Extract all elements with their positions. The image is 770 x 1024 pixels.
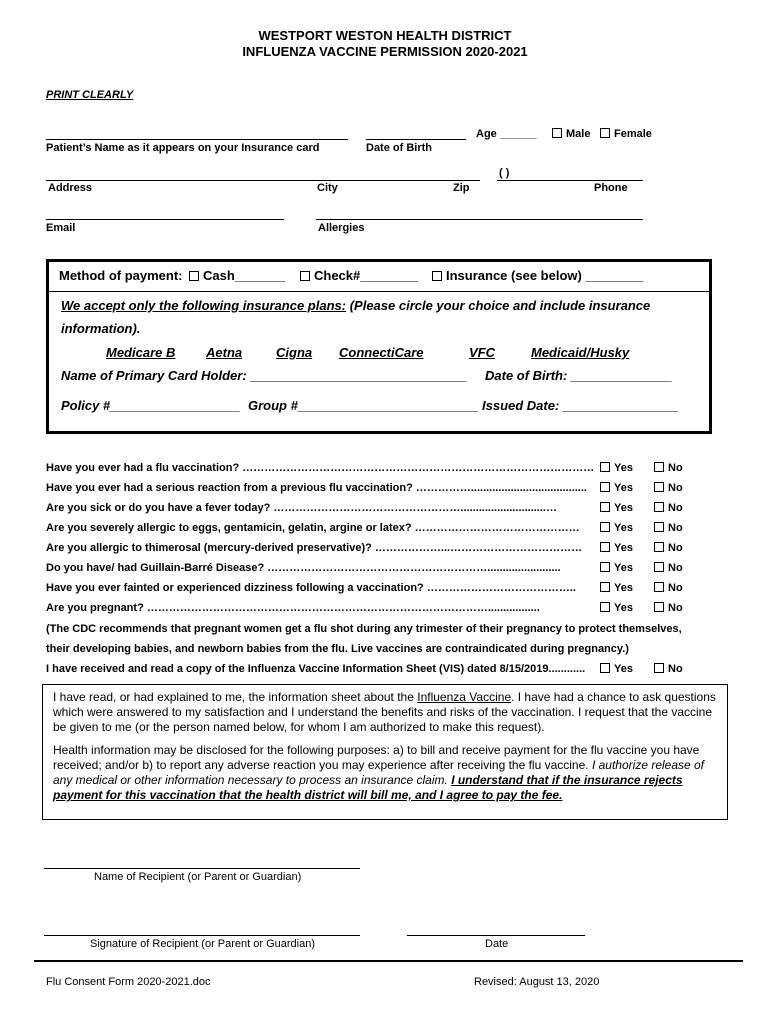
- insurance-plans-note-2: information).: [61, 321, 141, 336]
- signature-line[interactable]: [44, 935, 360, 936]
- card-holder-field[interactable]: Name of Primary Card Holder: ______________________________: [61, 368, 468, 383]
- consent-box: [42, 684, 728, 820]
- checkbox-icon: [600, 482, 610, 492]
- yes-label: Yes: [614, 462, 633, 474]
- female-checkbox[interactable]: [600, 128, 652, 140]
- no-label: No: [668, 542, 683, 554]
- no-label: No: [668, 582, 683, 594]
- plan-cigna[interactable]: Cigna: [276, 345, 313, 360]
- footer-filename: Flu Consent Form 2020-2021.doc: [46, 976, 211, 988]
- no-option[interactable]: [654, 582, 683, 594]
- checkbox-icon: [600, 582, 610, 592]
- phone-area-code: ( ): [499, 167, 510, 179]
- age-field[interactable]: Age ______: [476, 128, 537, 140]
- checkbox-icon: [600, 602, 610, 612]
- checkbox-icon: [654, 462, 664, 472]
- no-option[interactable]: [654, 602, 683, 614]
- yes-option[interactable]: [600, 582, 633, 594]
- no-label: No: [668, 663, 683, 675]
- yes-label: Yes: [614, 582, 633, 594]
- accept-rest: (Please circle your choice and include insurance: [346, 298, 651, 313]
- checkbox-icon: [654, 522, 664, 532]
- check-option[interactable]: [300, 268, 418, 283]
- vis-question-text: I have received and read a copy of the Influenza Vaccine Information Sheet (VIS) dated 8/15/2019............: [46, 663, 586, 675]
- recipient-name-line[interactable]: [44, 868, 360, 869]
- yes-label: Yes: [614, 663, 633, 675]
- checkbox-icon: [600, 522, 610, 532]
- checkbox-icon: [189, 271, 199, 281]
- cash-label: Cash_______: [203, 268, 286, 283]
- allergies-line[interactable]: [316, 219, 643, 220]
- signature-label: Signature of Recipient (or Parent or Guardian): [90, 938, 316, 950]
- no-label: No: [668, 462, 683, 474]
- accept-underlined: We accept only the following insurance plans:: [61, 298, 347, 313]
- question-text: Have you ever fainted or experienced dizziness following a vaccination? …………………………………..: [46, 582, 576, 594]
- checkbox-icon: [600, 663, 610, 673]
- yes-option[interactable]: [600, 602, 633, 614]
- payment-box: [46, 259, 712, 434]
- yes-option[interactable]: [600, 462, 633, 474]
- plan-medicaid-husky[interactable]: Medicaid/Husky: [531, 345, 630, 360]
- issued-date-field[interactable]: Issued Date: ________________: [482, 398, 679, 413]
- consent-p2-start: Health information may be disclosed for the following purposes: a) to bill and receive payment for the flu vaccine you have received; and/or b) to report any adverse reaction you may experience after receiving the flu vaccine.: [53, 743, 700, 772]
- plan-vfc[interactable]: VFC: [469, 345, 495, 360]
- question-text: Do you have/ had Guillain-Barré Disease? ……………………………………………………........................: [46, 562, 561, 574]
- checkbox-icon: [654, 502, 664, 512]
- date-label: Date: [485, 938, 509, 950]
- patient-name-line[interactable]: [46, 139, 348, 140]
- insurance-option[interactable]: [432, 268, 643, 283]
- cdc-note-line2: their developing babies, and newborn babies from the flu. Live vaccines are contraindicated during pregnancy.): [46, 643, 629, 655]
- checkbox-icon: [300, 271, 310, 281]
- influenza-vaccine-link: Influenza Vaccine: [417, 690, 512, 704]
- consent-paragraph-1: [53, 690, 717, 735]
- no-option[interactable]: [654, 522, 683, 534]
- address-line[interactable]: [46, 180, 480, 181]
- consent-p1-start: I have read, or had explained to me, the information sheet about the: [53, 690, 418, 704]
- vis-yes-option[interactable]: [600, 663, 633, 675]
- phone-label: Phone: [594, 182, 628, 194]
- checkbox-icon: [600, 502, 610, 512]
- no-option[interactable]: [654, 482, 683, 494]
- payment-method-label: Method of payment:: [59, 268, 183, 283]
- yes-option[interactable]: [600, 522, 633, 534]
- no-label: No: [668, 562, 683, 574]
- email-line[interactable]: [46, 219, 284, 220]
- checkbox-icon: [654, 562, 664, 572]
- no-label: No: [668, 602, 683, 614]
- date-line[interactable]: [407, 935, 585, 936]
- no-label: No: [668, 482, 683, 494]
- consent-p2-bold: I understand that if the insurance rejects payment for this vaccination that the health district will bill me, and I agree to pay the fee.: [53, 773, 683, 802]
- footer-revised: Revised: August 13, 2020: [474, 976, 600, 988]
- yes-label: Yes: [614, 482, 633, 494]
- insurance-plans-note: [61, 298, 650, 313]
- insurance-label: Insurance (see below) ________: [446, 268, 644, 283]
- dob-label: Date of Birth: [366, 142, 432, 154]
- payment-divider: [49, 291, 709, 292]
- email-label: Email: [46, 222, 76, 234]
- yes-label: Yes: [614, 502, 633, 514]
- recipient-name-label: Name of Recipient (or Parent or Guardian): [94, 871, 302, 883]
- question-text: Have you ever had a serious reaction from a previous flu vaccination? ……………......................................: [46, 482, 587, 494]
- allergies-label: Allergies: [318, 222, 365, 234]
- patient-name-label: Patient’s Name as it appears on your Insurance card: [46, 142, 320, 154]
- male-label: Male: [566, 128, 591, 140]
- footer-rule: [34, 960, 743, 962]
- no-option[interactable]: [654, 502, 683, 514]
- cdc-note-line1: (The CDC recommends that pregnant women get a flu shot during any trimester of their pregnancy to protect themselves,: [46, 623, 682, 635]
- plan-aetna[interactable]: Aetna: [206, 345, 243, 360]
- check-label: Check#________: [314, 268, 419, 283]
- checkbox-icon: [600, 562, 610, 572]
- female-label: Female: [614, 128, 652, 140]
- yes-option[interactable]: [600, 482, 633, 494]
- no-label: No: [668, 502, 683, 514]
- checkbox-icon: [600, 128, 610, 138]
- print-clearly-note: PRINT CLEARLY: [46, 89, 134, 101]
- holder-dob-field[interactable]: Date of Birth: ______________: [485, 368, 673, 383]
- form-title: WESTPORT WESTON HEALTH DISTRICT: [258, 28, 512, 43]
- question-text: Have you ever had a flu vaccination? ……………………………………………………………………………………: [46, 462, 595, 474]
- question-text: Are you sick or do you have a fever today? ……………………………………………............................…: [46, 502, 557, 514]
- dob-line[interactable]: [366, 139, 466, 140]
- no-label: No: [668, 522, 683, 534]
- plan-connecticare[interactable]: ConnectiCare: [339, 345, 424, 360]
- yes-label: Yes: [614, 562, 633, 574]
- consent-paragraph-2: [53, 743, 717, 803]
- zip-label: Zip: [453, 182, 470, 194]
- checkbox-icon: [654, 582, 664, 592]
- checkbox-icon: [654, 482, 664, 492]
- question-text: Are you severely allergic to eggs, gentamicin, gelatin, argine or latex? ………………………………………: [46, 522, 580, 534]
- question-text: Are you pregnant? ………………………………………………………………………………….................: [46, 602, 540, 614]
- consent-p2-italic: I authorize release of any medical or other information necessary to process an insurance claim.: [53, 758, 705, 787]
- policy-field[interactable]: Policy #__________________: [61, 398, 241, 413]
- yes-label: Yes: [614, 542, 633, 554]
- question-text: Are you allergic to thimerosal (mercury-derived preservative)? ………………...………………………………: [46, 542, 583, 554]
- consent-p1-end: . I have had a chance to ask questions which were answered to my satisfaction and I understand the benefits and risks of the vaccination. I request that the vaccine be given to me (or the person named below, for whom I am authorized to make this request).: [53, 690, 716, 734]
- yes-option[interactable]: [600, 502, 633, 514]
- checkbox-icon: [654, 602, 664, 612]
- male-checkbox[interactable]: [552, 128, 590, 140]
- group-field[interactable]: Group #_________________________: [248, 398, 479, 413]
- address-label: Address: [48, 182, 93, 194]
- checkbox-icon: [600, 462, 610, 472]
- phone-line[interactable]: [497, 180, 643, 181]
- no-option[interactable]: [654, 542, 683, 554]
- no-option[interactable]: [654, 462, 683, 474]
- yes-option[interactable]: [600, 542, 633, 554]
- yes-label: Yes: [614, 602, 633, 614]
- no-option[interactable]: [654, 562, 683, 574]
- checkbox-icon: [600, 542, 610, 552]
- checkbox-icon: [654, 542, 664, 552]
- checkbox-icon: [654, 663, 664, 673]
- cash-option[interactable]: [189, 268, 285, 283]
- yes-option[interactable]: [600, 562, 633, 574]
- checkbox-icon: [432, 271, 442, 281]
- yes-label: Yes: [614, 522, 633, 534]
- vis-no-option[interactable]: [654, 663, 683, 675]
- checkbox-icon: [552, 128, 562, 138]
- plan-medicare[interactable]: Medicare B: [106, 345, 176, 360]
- city-label: City: [317, 182, 338, 194]
- form-subtitle: INFLUENZA VACCINE PERMISSION 2020-2021: [242, 44, 528, 59]
